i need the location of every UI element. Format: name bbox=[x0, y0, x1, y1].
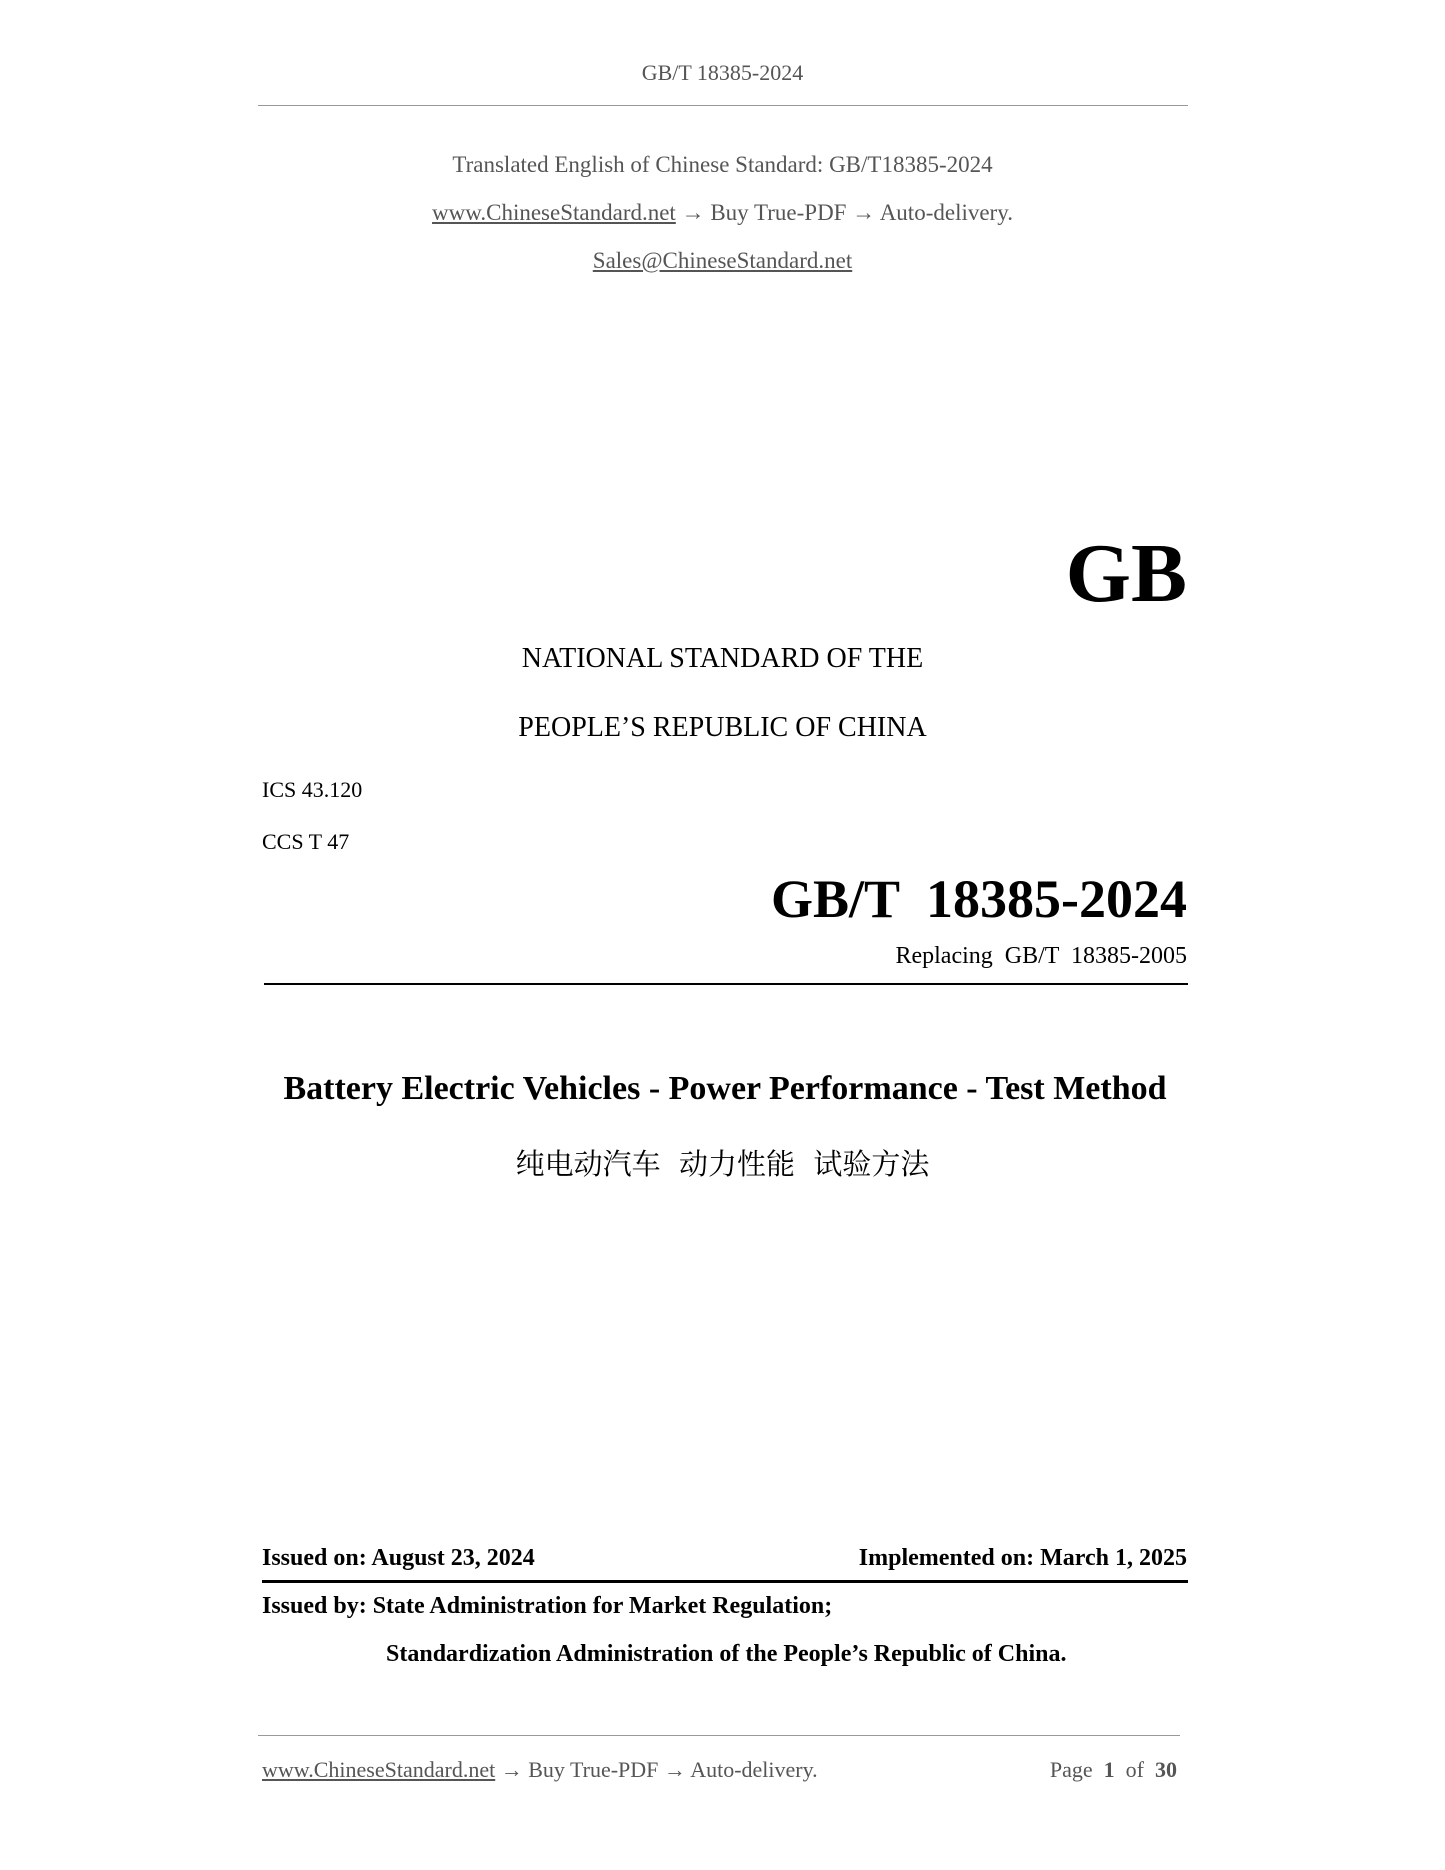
sales-email-link[interactable]: Sales@ChineseStandard.net bbox=[592, 248, 853, 273]
email-line bbox=[0, 248, 1445, 274]
purchase-line bbox=[0, 200, 1445, 226]
footer-purchase-text: → Buy True-PDF → Auto-delivery. bbox=[495, 1757, 818, 1782]
page-indicator bbox=[1050, 1757, 1177, 1783]
implemented-on-date: Implemented on: March 1, 2025 bbox=[858, 1545, 1187, 1571]
gb-mark: GB bbox=[1065, 527, 1187, 620]
issued-by-line2: Standardization Administration of the People’s Republic of China. bbox=[386, 1641, 1067, 1667]
footer-purchase-line bbox=[262, 1757, 818, 1783]
issued-by-line1: Issued by: State Administration for Market Regulation; bbox=[262, 1593, 833, 1619]
header-divider bbox=[258, 105, 1188, 106]
footer-website-link[interactable]: www.ChineseStandard.net bbox=[262, 1757, 496, 1782]
standard-number: GB/T 18385-2024 bbox=[770, 869, 1187, 929]
purchase-text: → Buy True-PDF → Auto-delivery. bbox=[675, 200, 1013, 225]
footer-divider bbox=[258, 1735, 1180, 1736]
national-standard-line2: PEOPLE’S REPUBLIC OF CHINA bbox=[518, 712, 927, 743]
page-of-label: of bbox=[1125, 1757, 1144, 1782]
document-title-en: Battery Electric Vehicles - Power Performance - Test Method bbox=[283, 1070, 1167, 1107]
ics-code: ICS 43.120 bbox=[262, 777, 363, 802]
replacing-note: Replacing GB/T 18385-2005 bbox=[895, 943, 1187, 969]
translation-notice: Translated English of Chinese Standard: GB/T18385-2024 bbox=[452, 152, 993, 177]
issue-divider bbox=[262, 1580, 1188, 1583]
page-total: 30 bbox=[1155, 1757, 1177, 1782]
document-title-cn: 纯电动汽车 动力性能 试验方法 bbox=[515, 1147, 930, 1181]
ccs-code: CCS T 47 bbox=[262, 829, 350, 854]
website-link[interactable]: www.ChineseStandard.net bbox=[432, 200, 676, 225]
page-current: 1 bbox=[1103, 1757, 1115, 1782]
national-standard-line1: NATIONAL STANDARD OF THE bbox=[521, 643, 924, 674]
standard-divider bbox=[264, 983, 1188, 985]
page-label: Page bbox=[1049, 1757, 1093, 1782]
issued-on-date: Issued on: August 23, 2024 bbox=[262, 1545, 535, 1571]
running-header: GB/T 18385-2024 bbox=[641, 60, 804, 85]
